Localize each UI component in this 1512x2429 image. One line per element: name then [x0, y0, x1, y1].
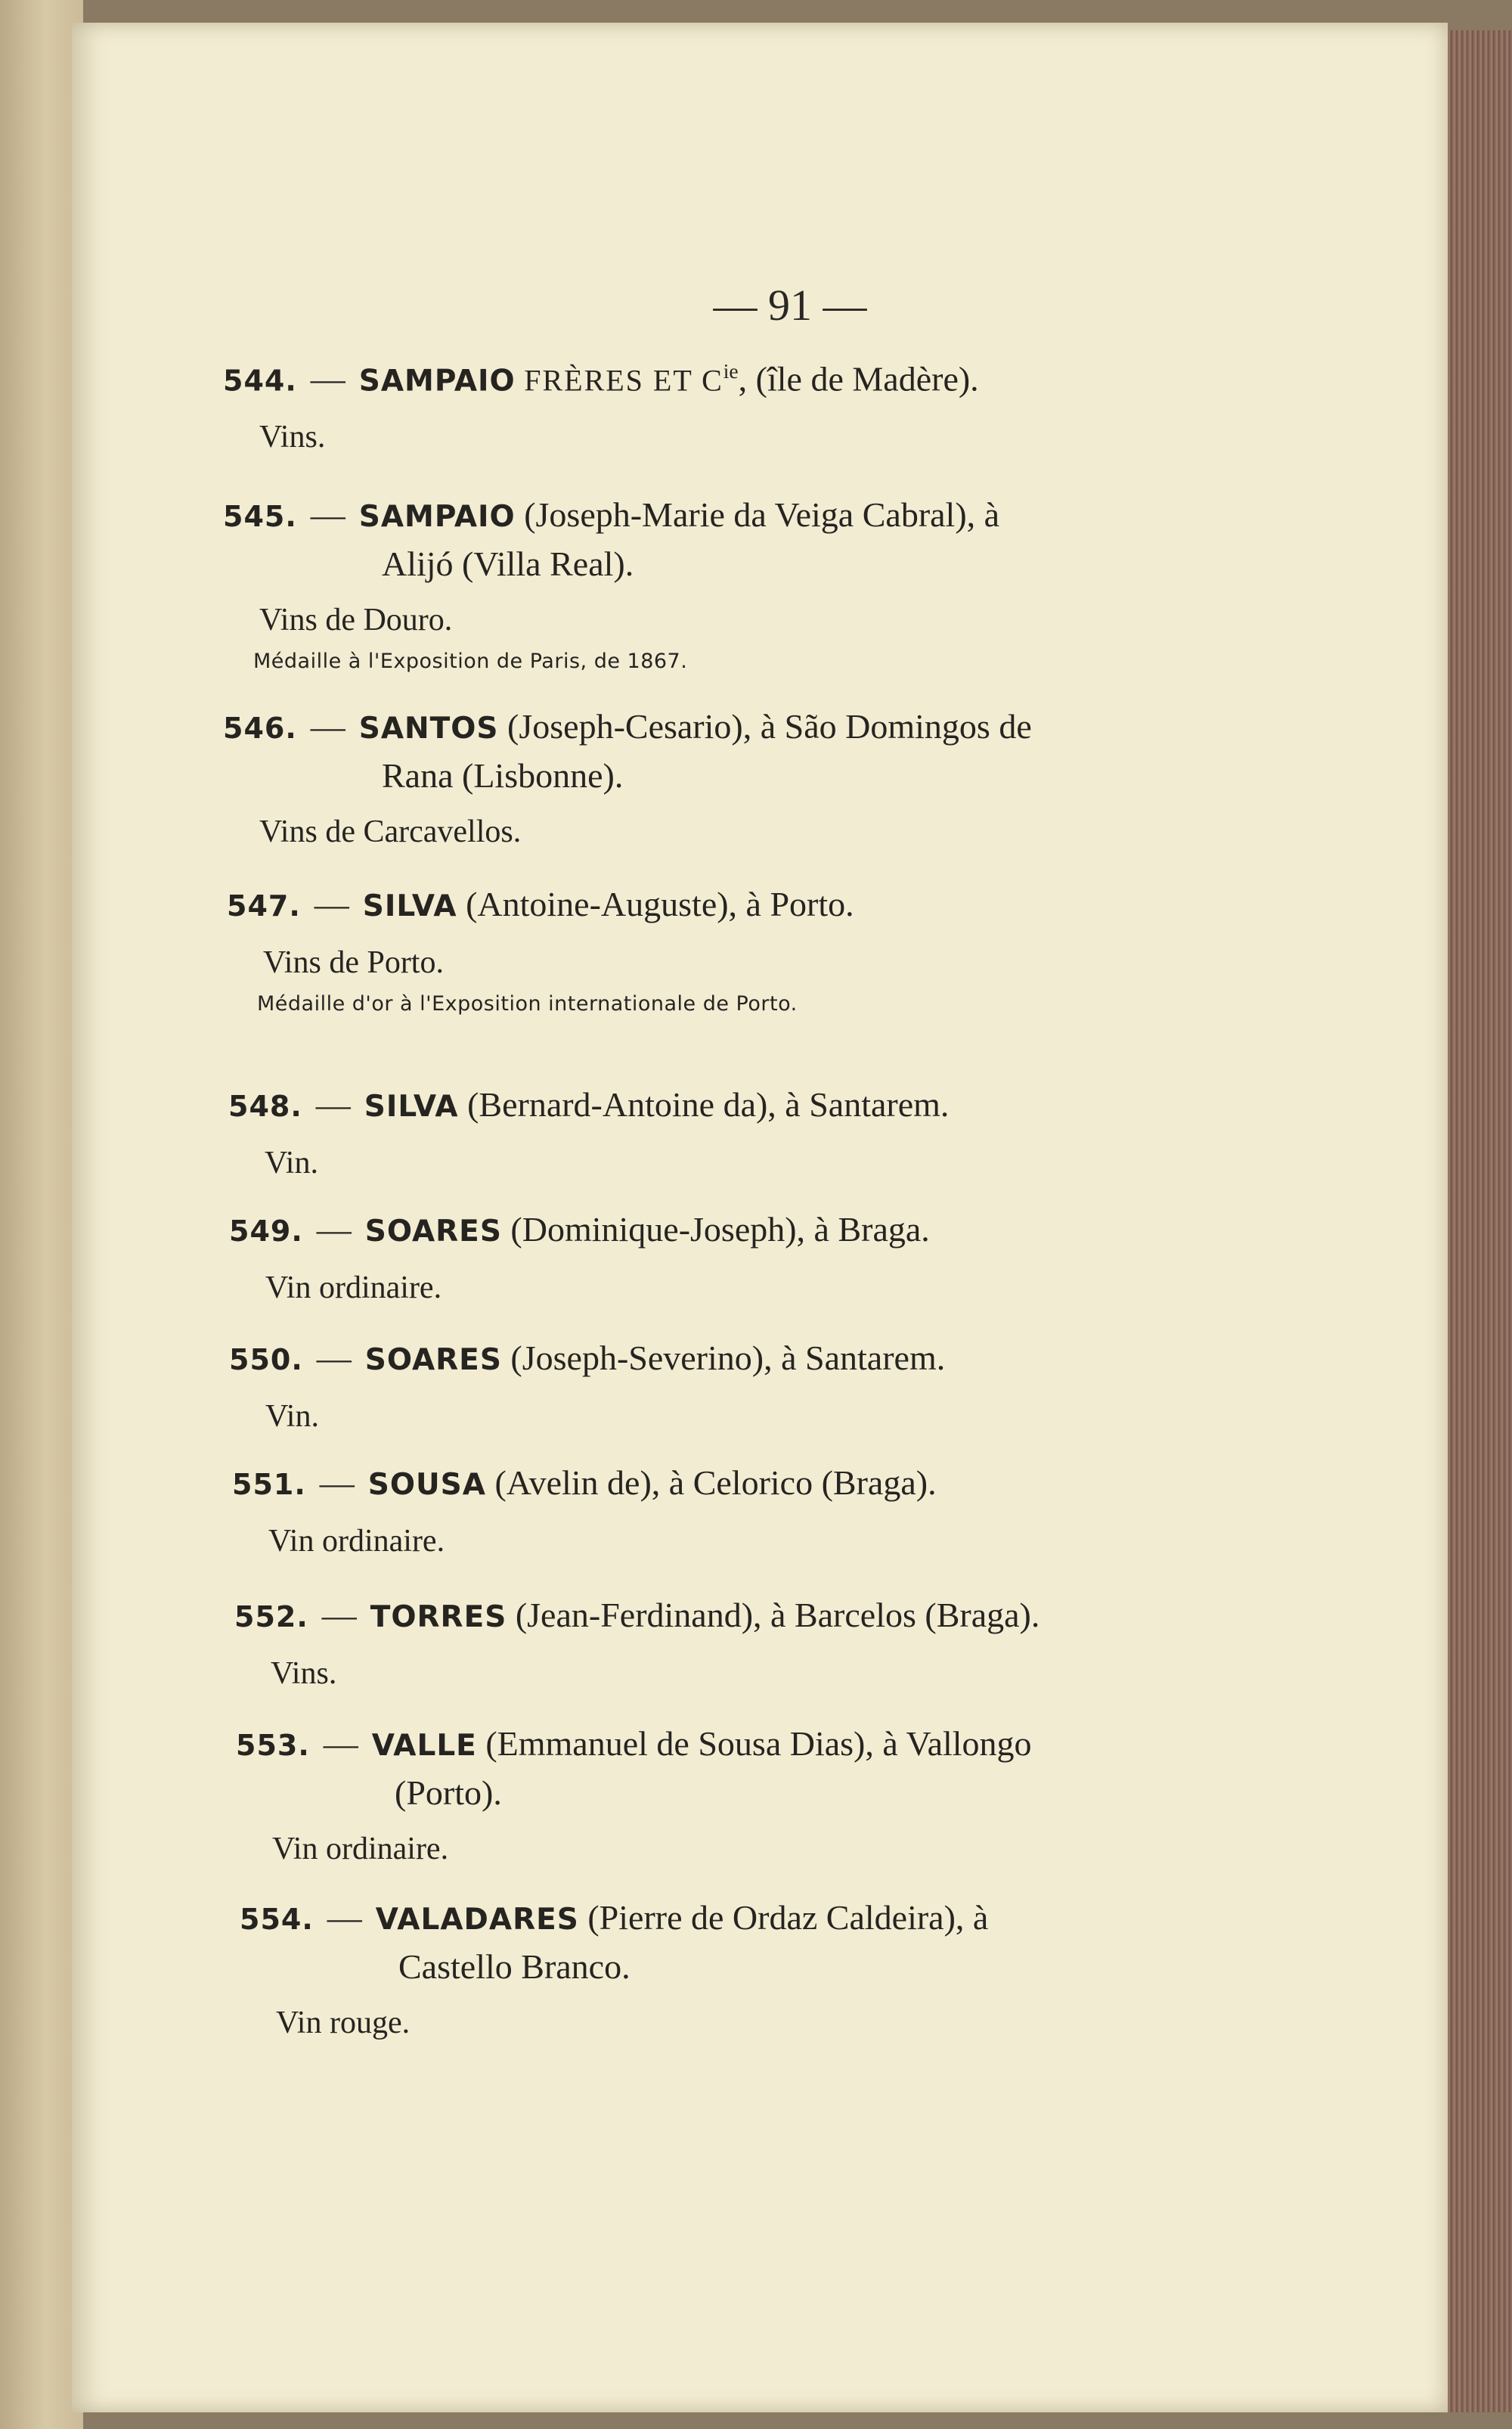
page-number: — 91 —: [713, 281, 867, 330]
entry-554: [240, 1894, 988, 2043]
exhibitor-name: SOARES: [364, 1343, 502, 1377]
entry-549: [229, 1206, 930, 1308]
previous-page-edge: [0, 0, 83, 2429]
exhibitor-name: SOARES: [364, 1214, 502, 1249]
entry-continuation: Rana (Lisbonne).: [382, 756, 624, 795]
product-line: Vin.: [265, 1146, 318, 1180]
exhibitor-name: VALLE: [371, 1729, 477, 1763]
entry-heading: [229, 1206, 930, 1255]
entry-550: [229, 1335, 945, 1437]
entry-heading: [234, 1592, 1040, 1641]
exhibitor-details: (Avelin de), à Celorico (Braga).: [485, 1463, 937, 1502]
entry-dash: —: [315, 1085, 351, 1124]
exhibitor-details: (Bernard-Antoine da), à Santarem.: [458, 1085, 950, 1124]
entry-552: [234, 1592, 1040, 1694]
exhibitor-details: (Antoine-Auguste), à Porto.: [457, 885, 854, 923]
entry-heading: [232, 1460, 937, 1509]
entry-continuation: (Porto).: [395, 1773, 502, 1812]
entry-dash: —: [316, 1210, 352, 1249]
entry-number: 547.: [227, 889, 301, 923]
entry-547: [227, 881, 854, 1019]
entry-number: 552.: [234, 1600, 308, 1633]
product-line: Vins de Porto.: [263, 945, 444, 980]
entry-heading: [223, 348, 979, 405]
entry-548: [228, 1081, 949, 1183]
entry-number: 544.: [223, 364, 297, 398]
exhibitor-name: SILVA: [364, 1090, 459, 1124]
entry-dash: —: [310, 359, 345, 399]
entry-dash: —: [314, 885, 349, 923]
entry-number: 550.: [229, 1343, 303, 1376]
product-line: Vin.: [265, 1399, 319, 1434]
entry-546: [223, 703, 1032, 852]
product-line: Vins.: [271, 1656, 337, 1691]
entry-dash: —: [327, 1898, 362, 1937]
exhibitor-details: (Joseph-Severino), à Santarem.: [501, 1339, 946, 1377]
exhibitor-name: TORRES: [370, 1600, 507, 1634]
entry-heading: [240, 1894, 988, 1944]
entry-number: 548.: [228, 1090, 302, 1123]
entry-number: 545.: [223, 500, 297, 533]
entry-545: [223, 492, 999, 677]
entry-heading: [236, 1720, 1032, 1770]
entry-dash: —: [316, 1339, 352, 1377]
entry-dash: —: [323, 1724, 358, 1763]
entry-number: 549.: [229, 1214, 303, 1248]
exhibitor-name: SAMPAIO: [358, 364, 516, 399]
exhibitor-details: (Dominique-Joseph), à Braga.: [501, 1210, 930, 1249]
product-line: Vin ordinaire.: [265, 1270, 442, 1305]
exhibitor-details: (Joseph-Marie da Veiga Cabral), à: [515, 495, 1000, 534]
entry-number: 551.: [232, 1468, 306, 1501]
entry-544: [223, 348, 979, 458]
medal-note: Médaille d'or à l'Exposition internationale de Porto.: [257, 992, 798, 1016]
exhibitor-details: (Jean-Ferdinand), à Barcelos (Braga).: [507, 1596, 1040, 1634]
entry-dash: —: [321, 1596, 357, 1634]
firm-suffix-superscript: ie: [723, 359, 739, 383]
product-line: Vins.: [259, 420, 326, 455]
entry-heading: [223, 492, 999, 541]
book-page: [72, 23, 1448, 2412]
exhibitor-details: , (île de Madère).: [738, 359, 979, 399]
entry-dash: —: [310, 495, 345, 534]
page-edges-stack: [1440, 30, 1512, 2412]
medal-note: Médaille à l'Exposition de Paris, de 1867.: [253, 650, 688, 673]
entry-heading: [228, 1081, 949, 1131]
entry-continuation: Alijó (Villa Real).: [382, 544, 634, 583]
product-line: Vin rouge.: [276, 2006, 411, 2040]
exhibitor-name: SAMPAIO: [358, 500, 516, 534]
entry-number: 553.: [236, 1729, 310, 1762]
exhibitor-details: (Pierre de Ordaz Caldeira), à: [578, 1898, 989, 1937]
exhibitor-name: SOUSA: [367, 1468, 486, 1502]
exhibitor-details: (Joseph-Cesario), à São Domingos de: [498, 707, 1032, 746]
product-line: Vins de Douro.: [259, 603, 453, 637]
exhibitor-name: SANTOS: [358, 712, 499, 746]
product-line: Vin ordinaire.: [272, 1832, 449, 1866]
firm-suffix: FRÈRES ET C: [524, 363, 723, 398]
exhibitor-name: VALADARES: [375, 1903, 579, 1937]
entry-continuation: Castello Branco.: [398, 1947, 631, 1986]
entry-number: 546.: [223, 712, 297, 745]
entry-number: 554.: [240, 1903, 314, 1936]
entry-dash: —: [319, 1463, 355, 1502]
entry-heading: [223, 703, 1032, 752]
entry-553: [236, 1720, 1032, 1869]
exhibitor-details: (Emmanuel de Sousa Dias), à Vallongo: [476, 1724, 1032, 1763]
entry-dash: —: [310, 707, 345, 746]
entry-heading: [229, 1335, 945, 1384]
entry-heading: [227, 881, 854, 930]
exhibitor-name: SILVA: [362, 889, 457, 923]
product-line: Vins de Carcavellos.: [259, 814, 522, 849]
entry-551: [232, 1460, 937, 1562]
product-line: Vin ordinaire.: [268, 1524, 445, 1559]
